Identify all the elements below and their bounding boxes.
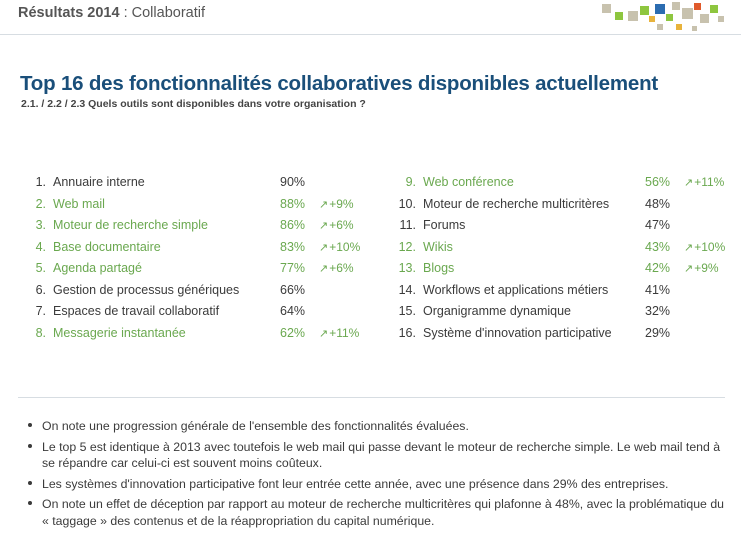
feature-percentage: 32% <box>645 304 671 318</box>
section-divider <box>18 397 725 398</box>
feature-percentage: 83% <box>280 239 306 254</box>
feature-label: Messagerie instantanée <box>53 325 186 340</box>
ranking-list-right <box>392 175 727 347</box>
delta-label: +9% <box>329 196 354 211</box>
header-title <box>18 5 205 21</box>
logo-tile <box>718 16 724 22</box>
feature-label: Workflows et applications métiers <box>423 282 609 297</box>
rank-number: 9. <box>405 175 416 189</box>
page-header <box>0 0 741 42</box>
ranking-row <box>392 326 727 348</box>
logo-tile <box>655 4 665 14</box>
trend-up-icon: ↗ <box>319 198 329 211</box>
delta-label: +9% <box>694 261 719 275</box>
delta-label: +6% <box>329 218 354 232</box>
delta-value <box>319 261 354 275</box>
ranking-row <box>22 218 362 240</box>
rank-number: 6. <box>35 282 46 297</box>
feature-label: Blogs <box>423 261 455 275</box>
commentary-text: On note une progression générale de l'ensemble des fonctionnalités évaluées. <box>42 419 469 433</box>
trend-up-icon: ↗ <box>684 263 694 275</box>
feature-percentage: 48% <box>645 196 671 211</box>
delta-value <box>684 261 719 275</box>
feature-label: Base documentaire <box>53 239 161 254</box>
confetti-logo <box>602 2 727 34</box>
feature-percentage: 90% <box>280 175 306 189</box>
page-title: Top 16 des fonctionnalités collaboratives disponibles actuellement <box>20 72 659 95</box>
trend-up-icon: ↗ <box>319 327 329 340</box>
page-subtitle: 2.1. / 2.2 / 2.3 Quels outils sont disponibles dans votre organisation ? <box>21 98 366 110</box>
delta-label: +10% <box>329 239 361 254</box>
feature-label: Wikis <box>423 239 453 254</box>
ranking-row <box>392 197 727 219</box>
rank-number: 5. <box>35 261 46 275</box>
logo-tile <box>700 14 709 23</box>
feature-label: Agenda partagé <box>53 261 142 275</box>
feature-percentage: 29% <box>645 325 671 340</box>
rank-number: 3. <box>35 218 46 232</box>
logo-tile <box>657 24 663 30</box>
ranking-row <box>22 283 362 305</box>
delta-label: +6% <box>329 261 354 275</box>
delta-label: +11% <box>694 175 725 189</box>
bullet-dot-icon <box>28 481 32 485</box>
rank-number: 16. <box>398 325 416 340</box>
ranking-row <box>22 240 362 262</box>
feature-label: Moteur de recherche simple <box>53 218 208 232</box>
feature-percentage: 42% <box>645 261 671 275</box>
ranking-row <box>392 240 727 262</box>
commentary-text: Les systèmes d'innovation participative font leur entrée cette année, avec une présence dans 29% des entreprises. <box>42 476 669 491</box>
rank-number: 13. <box>398 261 416 275</box>
trend-up-icon: ↗ <box>684 177 694 189</box>
logo-tile <box>672 2 680 10</box>
logo-tile <box>649 16 655 22</box>
commentary-item <box>22 496 728 529</box>
logo-tile <box>624 2 631 9</box>
bullet-dot-icon <box>28 423 32 427</box>
commentary-list <box>22 418 728 533</box>
ranking-row <box>22 261 362 283</box>
ranking-row <box>392 283 727 305</box>
delta-value <box>684 240 725 254</box>
feature-label: Annuaire interne <box>53 175 145 189</box>
commentary-item <box>22 418 728 435</box>
feature-label: Forums <box>423 218 466 232</box>
logo-tile <box>640 6 649 15</box>
feature-label: Espaces de travail collaboratif <box>53 304 220 318</box>
ranking-row <box>22 175 362 197</box>
logo-tile <box>692 26 697 31</box>
ranking-row <box>392 175 727 197</box>
feature-label: Organigramme dynamique <box>423 304 571 318</box>
feature-percentage: 86% <box>280 218 306 232</box>
rank-number: 4. <box>35 239 46 254</box>
trend-up-icon: ↗ <box>319 241 329 254</box>
feature-percentage: 64% <box>280 304 306 318</box>
feature-percentage: 56% <box>645 175 671 189</box>
logo-tile <box>666 14 673 21</box>
bullet-dot-icon <box>28 444 32 448</box>
logo-tile <box>694 3 701 10</box>
logo-tile <box>615 12 623 20</box>
delta-value <box>319 218 354 232</box>
feature-percentage: 88% <box>280 196 306 211</box>
rank-number: 8. <box>35 325 46 340</box>
header-title-rest: : Collaboratif <box>119 5 205 21</box>
ranking-row <box>22 197 362 219</box>
logo-tile <box>602 4 611 13</box>
rank-number: 15. <box>398 304 416 318</box>
trend-up-icon: ↗ <box>319 263 329 275</box>
feature-label: Web conférence <box>423 175 514 189</box>
ranking-row <box>22 304 362 326</box>
delta-value <box>319 197 354 211</box>
feature-label: Moteur de recherche multicritères <box>423 196 610 211</box>
ranking-row <box>392 218 727 240</box>
ranking-row <box>392 261 727 283</box>
bullet-dot-icon <box>28 501 32 505</box>
trend-up-icon: ↗ <box>319 220 329 232</box>
rank-number: 12. <box>398 239 416 254</box>
header-title-bold: Résultats 2014 <box>18 5 120 21</box>
delta-value <box>319 240 360 254</box>
logo-tile <box>682 8 693 19</box>
rank-number: 14. <box>398 282 416 297</box>
ranking-list-left <box>22 175 362 347</box>
feature-percentage: 43% <box>645 239 671 254</box>
feature-percentage: 62% <box>280 325 306 340</box>
feature-label: Système d'innovation participative <box>423 325 612 340</box>
delta-value <box>319 326 359 340</box>
delta-value <box>684 175 724 189</box>
logo-tile <box>710 5 718 13</box>
header-divider <box>0 34 741 35</box>
feature-label: Web mail <box>53 196 105 211</box>
feature-percentage: 77% <box>280 261 306 275</box>
feature-percentage: 41% <box>645 282 671 297</box>
rank-number: 2. <box>35 196 46 211</box>
commentary-item <box>22 476 728 493</box>
rank-number: 11. <box>399 218 416 232</box>
ranking-row <box>22 326 362 348</box>
logo-tile <box>676 24 682 30</box>
delta-label: +11% <box>329 325 360 340</box>
feature-percentage: 66% <box>280 282 306 297</box>
rank-number: 1. <box>35 175 46 189</box>
commentary-item <box>22 439 728 472</box>
logo-tile <box>628 11 638 21</box>
commentary-text: On note un effet de déception par rapport au moteur de recherche multicritères qui plafonne à 48%, avec la problématique du « taggage » des contenus et de la réappropriation du capital numérique. <box>42 497 724 528</box>
rank-number: 10. <box>398 196 416 211</box>
ranking-row <box>392 304 727 326</box>
rank-number: 7. <box>35 304 46 318</box>
trend-up-icon: ↗ <box>684 241 694 254</box>
delta-label: +10% <box>694 239 726 254</box>
commentary-text: Le top 5 est identique à 2013 avec toutefois le web mail qui passe devant le moteur de recherche simple. Le web mail tend à se répandre car celui-ci est souvent moins coûteux. <box>42 439 721 470</box>
feature-percentage: 47% <box>645 218 671 232</box>
feature-label: Gestion de processus génériques <box>53 282 240 297</box>
